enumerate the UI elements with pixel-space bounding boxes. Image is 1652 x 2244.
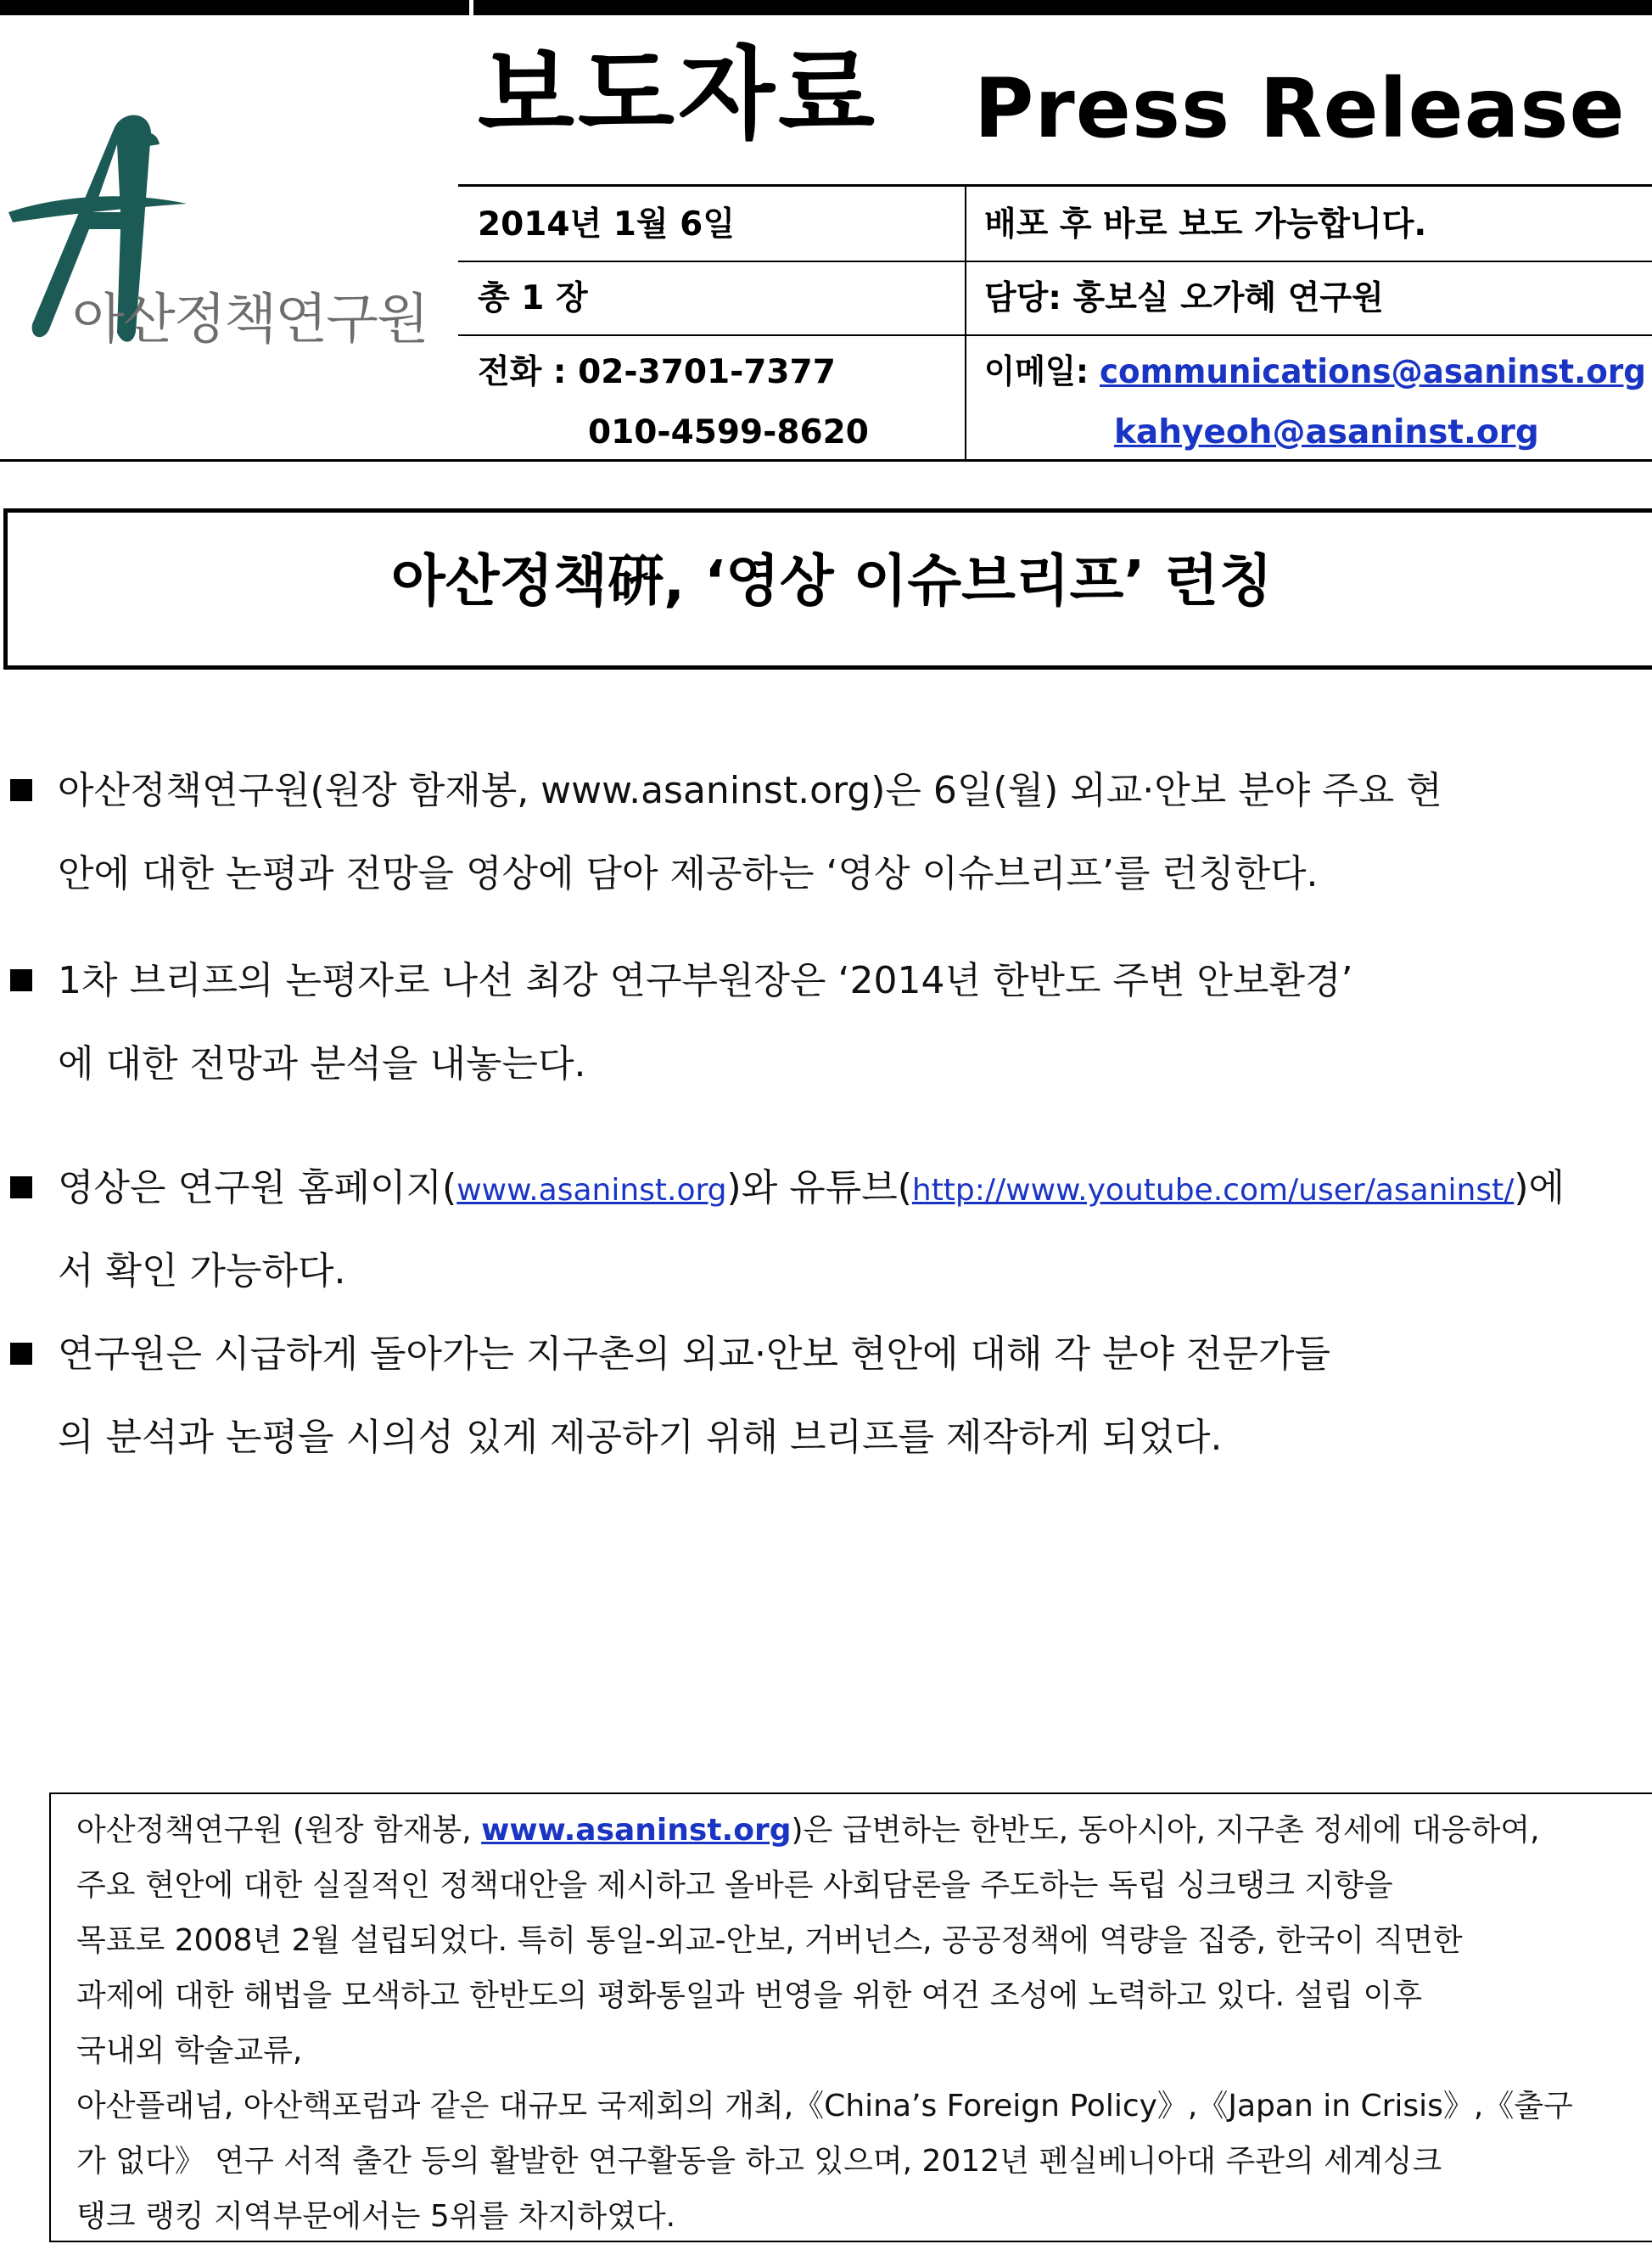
about-homepage-link[interactable]: www.asaninst.org <box>481 1813 792 1848</box>
bullet-1-line-1: 아산정책연구원(원장 함재봉, www.asaninst.org)은 6일(월) 외교·안보 분야 주요 현 <box>58 769 1442 812</box>
bullet-3-text-c: )에 <box>1514 1166 1565 1209</box>
about-line-7: 가 없다》 연구 서적 출간 등의 활발한 연구활동을 하고 있으며, 2012년 펜실베니아대 주관의 세계싱크 <box>76 2144 1442 2179</box>
bullet-square <box>10 1343 32 1365</box>
asan-logo <box>8 110 428 356</box>
title-english: Press Release <box>974 61 1626 156</box>
about-line-1 <box>76 1815 1540 1846</box>
release-note: 배포 후 바로 보도 가능합니다. <box>984 205 1427 244</box>
release-date: 2014년 1월 6일 <box>478 205 735 244</box>
bullet-square <box>10 779 32 801</box>
email-label: 이메일: <box>984 353 1089 391</box>
headline-box <box>3 508 1652 670</box>
phone-number: 전화 : 02-3701-7377 <box>478 353 836 391</box>
email-row <box>984 353 1646 391</box>
page-count: 총 1 장 <box>478 279 588 317</box>
about-line-5: 국내외 학술교류, <box>76 2034 303 2068</box>
bullet-4-line-1: 연구원은 시급하게 돌아가는 지구촌의 외교·안보 현안에 대해 각 분야 전문가들 <box>58 1332 1330 1376</box>
table-rule <box>458 261 1652 262</box>
bullet-square <box>10 1176 32 1198</box>
email-row-2 <box>1114 413 1539 452</box>
bullet-2-line-2: 에 대한 전망과 분석을 내놓는다. <box>58 1042 586 1086</box>
logo-wordmark: 아산정책연구원 <box>72 289 428 351</box>
bullet-3-line-2: 서 확인 가능하다. <box>58 1249 346 1293</box>
about-line-4: 과제에 대한 해법을 모색하고 한반도의 평화통일과 번영을 위한 여건 조성에 노력하고 있다. 설립 이후 <box>76 1978 1423 2013</box>
bullet-3-text-a: 영상은 연구원 홈페이지( <box>58 1166 457 1209</box>
bullet-3-text-b: )와 유튜브( <box>726 1166 912 1209</box>
youtube-link[interactable]: http://www.youtube.com/user/asaninst/ <box>911 1173 1515 1208</box>
contact-person: 담당: 홍보실 오가혜 연구원 <box>984 279 1384 317</box>
bullet-square <box>10 969 32 991</box>
title-korean: 보도자료 <box>478 36 878 153</box>
about-text-b: )은 급변하는 한반도, 동아시아, 지구촌 정세에 대응하여, <box>791 1813 1540 1848</box>
about-line-6: 아산플래넘, 아산핵포럼과 같은 대규모 국제회의 개최,《China’s Foreign Policy》,《Japan in Crisis》,《출구 <box>76 2089 1573 2123</box>
email-link-kahyeoh[interactable]: kahyeoh@asaninst.org <box>1114 413 1539 452</box>
about-line-3: 목표로 2008년 2월 설립되었다. 특히 통일-외교-안보, 거버넌스, 공공정책에 역량을 집중, 한국이 직면한 <box>76 1923 1463 1958</box>
bullet-1-line-2: 안에 대한 논평과 전망을 영상에 담아 제공하는 ‘영상 이슈브리프’를 런칭한다. <box>58 852 1319 895</box>
about-text-a: 아산정책연구원 (원장 함재봉, <box>76 1813 482 1848</box>
table-rule <box>0 459 1652 462</box>
table-divider <box>965 184 966 459</box>
table-rule <box>458 184 1652 187</box>
email-link-communications[interactable]: communications@asaninst.org <box>1099 353 1646 391</box>
about-line-2: 주요 현안에 대한 실질적인 정책대안을 제시하고 올바른 사회담론을 주도하는 독립 싱크탱크 지향을 <box>76 1868 1393 1903</box>
table-rule <box>458 334 1652 336</box>
about-line-8: 탱크 랭킹 지역부문에서는 5위를 차지하였다. <box>76 2199 676 2234</box>
headline: 아산정책硏, ‘영상 이슈브리프’ 런칭 <box>391 548 1273 614</box>
homepage-link[interactable]: www.asaninst.org <box>456 1173 727 1208</box>
bullet-2-line-1: 1차 브리프의 논평자로 나선 최강 연구부원장은 ‘2014년 한반도 주변 안보환경’ <box>58 959 1353 1002</box>
phone-number-2: 010-4599-8620 <box>588 413 869 452</box>
bullet-3-line-1 <box>58 1166 1565 1209</box>
bullet-4-line-2: 의 분석과 논평을 시의성 있게 제공하기 위해 브리프를 제작하게 되었다. <box>58 1416 1223 1459</box>
top-rule <box>0 0 1652 15</box>
